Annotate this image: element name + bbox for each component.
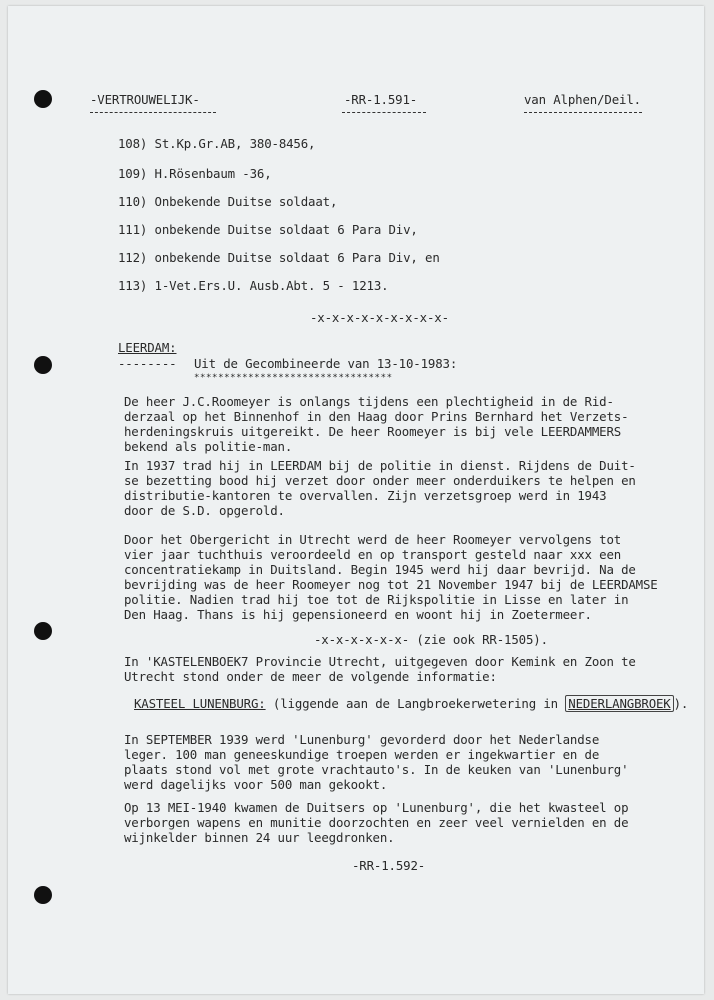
- paragraph-line: Op 13 MEI-1940 kwamen de Duitsers op 'Lunenburg', die het kwasteel op: [124, 800, 629, 815]
- paragraph-line: Door het Obergericht in Utrecht werd de heer Roomeyer vervolgens tot: [124, 532, 622, 547]
- paragraph-line: Den Haag. Thans is hij gepensioneerd en woont hij in Zoetermeer.: [124, 607, 592, 622]
- section-place: LEERDAM:: [118, 340, 177, 355]
- punch-hole: [34, 886, 52, 904]
- list-item: 109) H.Rösenbaum -36,: [118, 166, 272, 181]
- paragraph-line: herdeningskruis uitgereikt. De heer Roomeyer is bij vele LEERDAMMERS: [124, 424, 622, 439]
- paragraph: [124, 654, 684, 684]
- footer-reference: -RR-1.592-: [352, 858, 426, 873]
- punch-hole: [34, 356, 52, 374]
- section-dashes: --------: [118, 356, 177, 371]
- header-underline: [524, 112, 642, 113]
- paragraph-line: vier jaar tuchthuis veroordeeld en op transport gesteld naar xxx een: [124, 547, 622, 562]
- paragraph-line: derzaal op het Binnenhof in den Haag door Prins Bernhard het Verzets-: [124, 409, 629, 424]
- section-subtitle: Uit de Gecombineerde van 13-10-1983:: [194, 356, 458, 371]
- list-item: 113) 1-Vet.Ers.U. Ausb.Abt. 5 - 1213.: [118, 278, 389, 293]
- list-item: 111) onbekende Duitse soldaat 6 Para Div,: [118, 222, 418, 237]
- paragraph-line: bekend als politie-man.: [124, 439, 293, 454]
- punch-hole: [34, 622, 52, 640]
- castle-line: [134, 696, 688, 711]
- castle-text-end: ).: [673, 696, 689, 711]
- paragraph-line: politie. Nadien trad hij toe tot de Rijkspolitie in Lisse en later in: [124, 592, 629, 607]
- separator: -x-x-x-x-x-x-x-x-x-: [310, 310, 449, 325]
- paragraph-line: concentratiekamp in Duitsland. Begin 1945 werd hij daar bevrijd. Na de: [124, 562, 636, 577]
- paragraph-line: distributie-kantoren te overvallen. Zijn verzetsgroep werd in 1943: [124, 488, 607, 503]
- paragraph-line: werd dagelijks voor 500 man gekookt.: [124, 777, 388, 792]
- paragraph: [124, 394, 684, 454]
- paragraph-line: plaats stond vol met grote vrachtauto's. In de keuken van 'Lunenburg': [124, 762, 629, 777]
- header-reference: -RR-1.591-: [344, 92, 418, 107]
- paragraph-line: Utrecht stond onder de meer de volgende informatie:: [124, 669, 497, 684]
- section-dots: *********************************: [194, 373, 393, 383]
- paragraph-line: In 1937 trad hij in LEERDAM bij de politie in dienst. Rijdens de Duit-: [124, 458, 636, 473]
- list-item: 110) Onbekende Duitse soldaat,: [118, 194, 338, 209]
- paragraph-line: In 'KASTELENBOEK7 Provincie Utrecht, uitgegeven door Kemink en Zoon te: [124, 654, 636, 669]
- paragraph: [124, 532, 684, 622]
- paragraph-line: De heer J.C.Roomeyer is onlangs tijdens een plechtigheid in de Rid-: [124, 394, 614, 409]
- separator: -x-x-x-x-x-x- (zie ook RR-1505).: [314, 632, 548, 647]
- list-item: 112) onbekende Duitse soldaat 6 Para Div, en: [118, 250, 440, 265]
- paragraph-line: In SEPTEMBER 1939 werd 'Lunenburg' gevorderd door het Nederlandse: [124, 732, 600, 747]
- punch-hole: [34, 90, 52, 108]
- header-underline: [90, 112, 216, 113]
- document-page: [8, 6, 704, 994]
- list-item: 108) St.Kp.Gr.AB, 380-8456,: [118, 136, 316, 151]
- castle-place: NEDERLANGBROEK: [565, 695, 673, 712]
- header-underline: [342, 112, 426, 113]
- paragraph-line: bevrijding was de heer Roomeyer nog tot 21 November 1947 bij de LEERDAMSE: [124, 577, 658, 592]
- paragraph-line: wijnkelder binnen 24 uur leegdronken.: [124, 830, 395, 845]
- castle-name: KASTEEL LUNENBURG:: [134, 696, 266, 711]
- paragraph-line: verborgen wapens en munitie doorzochten en zeer veel vernielden en de: [124, 815, 629, 830]
- paragraph: [124, 800, 684, 845]
- paragraph: [124, 458, 684, 518]
- header-author: van Alphen/Deil.: [524, 92, 641, 107]
- paragraph-line: se bezetting bood hij verzet door onder meer onderduikers te helpen en: [124, 473, 636, 488]
- header-classification: -VERTROUWELIJK-: [90, 92, 200, 107]
- castle-text: (liggende aan de Langbroekerwetering in: [265, 696, 566, 711]
- paragraph-line: leger. 100 man geneeskundige troepen werden er ingekwartier en de: [124, 747, 600, 762]
- paragraph: [124, 732, 684, 792]
- paragraph-line: door de S.D. opgerold.: [124, 503, 285, 518]
